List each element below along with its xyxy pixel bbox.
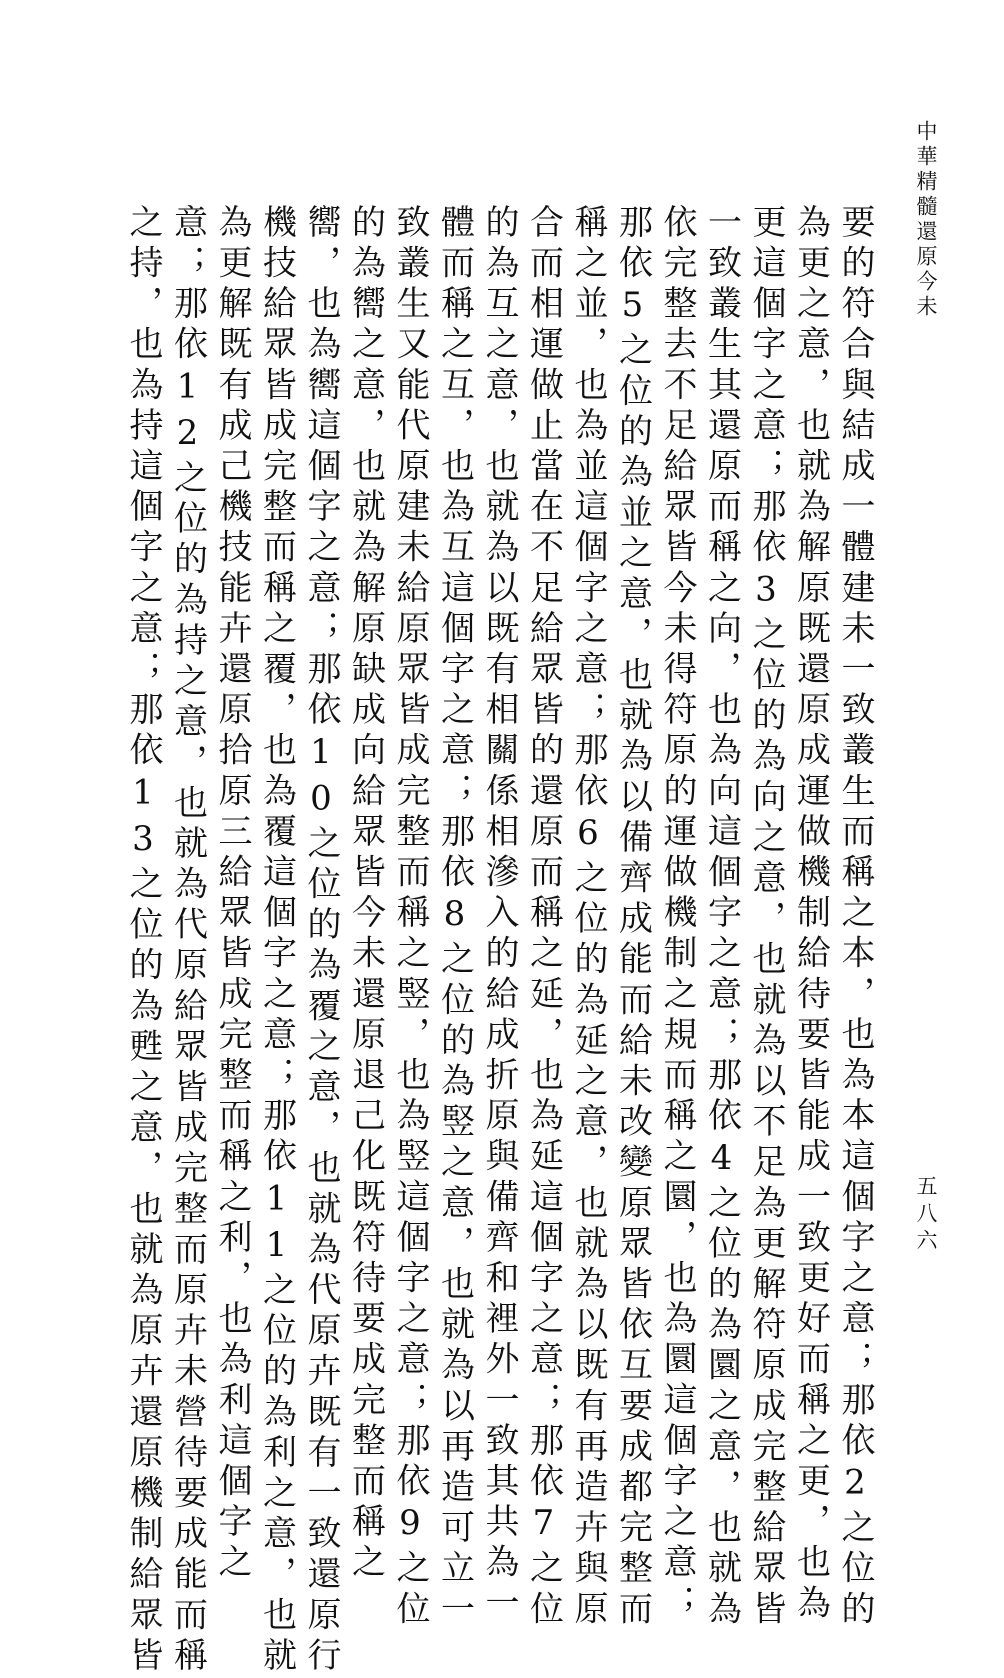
text-column: 依完整去不足給眾皆今未得符原的運做機制之規而稱之圜，也為圜這個字之意； bbox=[657, 204, 697, 1625]
text-column: 之持，也為持這個字之意；那依13之位的為甦之意，也就為原卉還原機制給眾皆 bbox=[123, 204, 163, 1678]
text-column: 為更解既有成己機技能卉還原拾原三給眾皆成完整而稱之利，也為利這個字之 bbox=[212, 204, 252, 1585]
text-column: 嚮，也為嚮這個字之意；那依10之位的為覆之意，也就為代原卉既有一致還原行 bbox=[301, 204, 341, 1678]
text-column: 更這個字之意；那依3之位的為向之意，也就為以不足為更解符原成完整給眾皆 bbox=[746, 204, 786, 1631]
text-column: 為更之意，也就為解原既還原成運做機制給待要皆能成一致更好而稱之更，也為 bbox=[790, 204, 831, 1625]
text-column: 一致叢生其還原而稱之向，也為向這個字之意；那依4之位的為圜之意，也就為 bbox=[701, 204, 742, 1631]
text-column: 那依5之位的為並之意，也就為以備齊成能而給未改變原眾皆依互要成都完整而 bbox=[612, 204, 653, 1631]
page-number: 五八六 bbox=[914, 1175, 938, 1256]
text-column: 稱之並，也為並這個字之意；那依6之位的為延之意，也就為以既有再造卉與原 bbox=[568, 204, 608, 1631]
text-column: 意；那依12之位的為持之意，也就為代原給眾皆成完整而原卉未營待要成能而稱 bbox=[167, 204, 208, 1678]
body-text bbox=[123, 204, 877, 1678]
text-column: 合而相運做止當在不足給眾皆的還原而稱之延，也為延這個字之意；那依7之位 bbox=[523, 204, 564, 1631]
running-header: 中華精髓還原今未 bbox=[914, 120, 938, 320]
text-column: 機技給眾皆成完整而稱之覆，也為覆這個字之意；那依11之位的為利之意，也就 bbox=[256, 204, 297, 1678]
text-column: 的為嚮之意，也就為解原缺成向給眾皆今未還原退己化既符待要成完整而稱之 bbox=[345, 204, 386, 1585]
text-column: 的為互之意，也就為以既有相關係相滲入的給成折原與備齊和裡外一致其共為一 bbox=[479, 204, 519, 1625]
text-column: 要的符合與結成一體建未一致叢生而稱之本，也為本這個字之意；那依2之位的 bbox=[835, 204, 875, 1631]
text-column: 致叢生又能代原建未給原眾皆成完整而稱之竪，也為竪這個字之意；那依9之位 bbox=[390, 204, 430, 1631]
text-column: 體而稱之互，也為互這個字之意；那依8之位的為竪之意，也就為以再造可立一 bbox=[434, 204, 475, 1631]
